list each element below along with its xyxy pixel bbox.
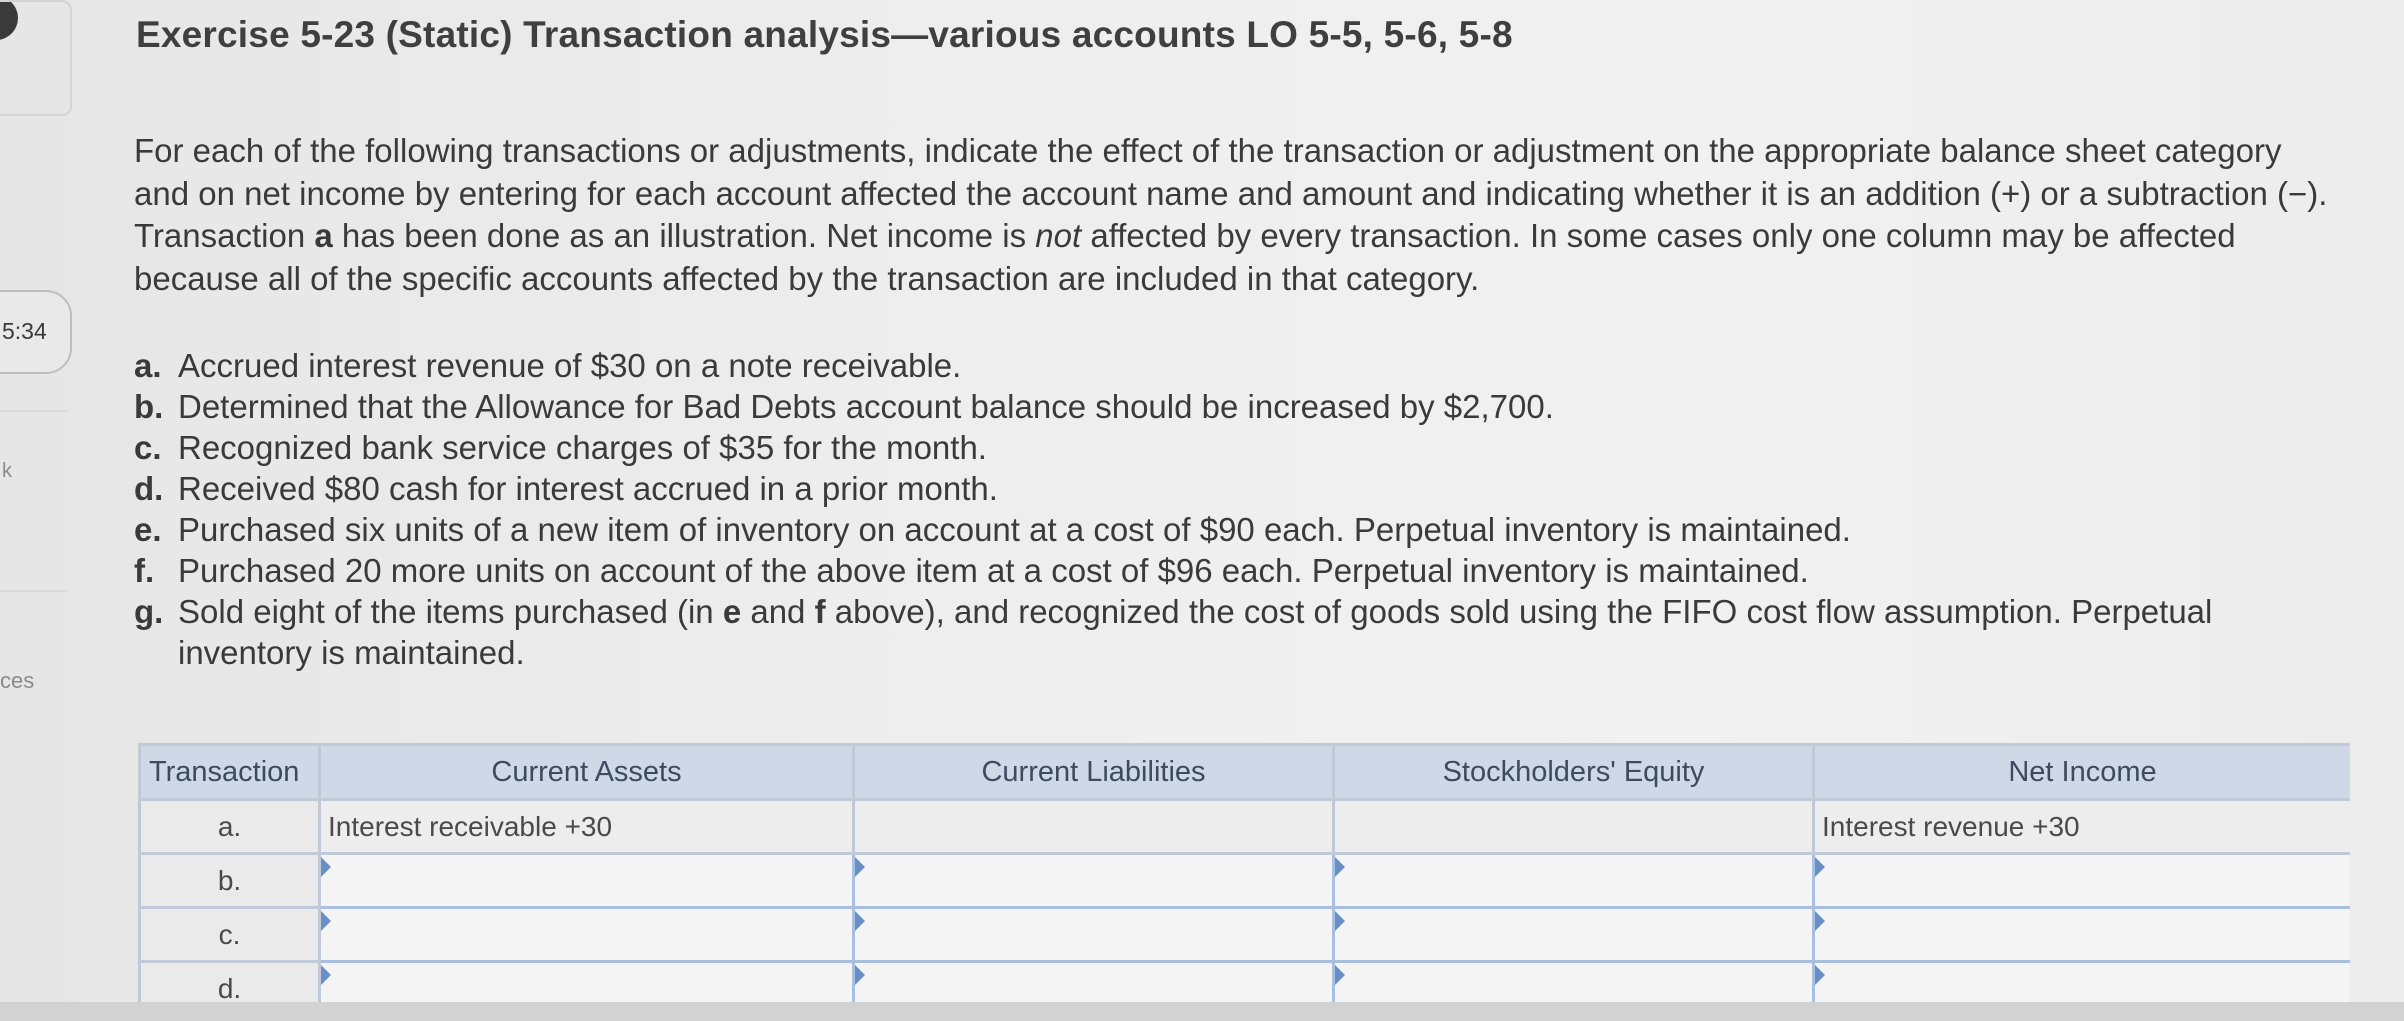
left-rail bbox=[0, 0, 70, 1002]
item-text: Recognized bank service charges of $35 for the month. bbox=[178, 429, 987, 466]
item-text: Determined that the Allowance for Bad Debts account balance should be increased by $2,700. bbox=[178, 388, 1554, 425]
rail-divider bbox=[0, 410, 68, 412]
item-letter: d. bbox=[134, 470, 164, 507]
instructions bbox=[134, 130, 2344, 300]
table-row bbox=[140, 908, 2351, 962]
item-text: Sold eight of the items purchased (in bbox=[178, 593, 723, 630]
transaction-item-g bbox=[134, 591, 2338, 673]
answer-table-container bbox=[138, 743, 2350, 1002]
dropdown-indicator-icon bbox=[855, 857, 865, 877]
header-transaction: Transaction bbox=[140, 745, 320, 800]
dropdown-indicator-icon bbox=[855, 965, 865, 985]
input-stockholders-equity[interactable] bbox=[1334, 908, 1814, 962]
header-current-assets: Current Assets bbox=[320, 745, 854, 800]
item-letter: f. bbox=[134, 552, 155, 589]
item-text: Accrued interest revenue of $30 on a note receivable. bbox=[178, 347, 962, 384]
input-current-assets[interactable] bbox=[320, 854, 854, 908]
item-text: Received $80 cash for interest accrued in a prior month. bbox=[178, 470, 998, 507]
transaction-item-f bbox=[134, 550, 2334, 591]
header-stockholders-equity: Stockholders' Equity bbox=[1334, 745, 1814, 800]
input-net-income[interactable] bbox=[1814, 962, 2351, 1003]
instructions-text: has been done as an illustration. Net income is bbox=[332, 217, 1036, 254]
transaction-list bbox=[134, 345, 2334, 673]
dropdown-indicator-icon bbox=[321, 857, 331, 877]
dropdown-indicator-icon bbox=[1335, 911, 1345, 931]
table-header-row bbox=[140, 745, 2351, 800]
cell-net-income: Interest revenue +30 bbox=[1814, 800, 2351, 854]
input-current-liabilities[interactable] bbox=[854, 854, 1334, 908]
item-bold-e: e bbox=[722, 593, 742, 630]
input-net-income[interactable] bbox=[1814, 854, 2351, 908]
rail-ces-label: ces bbox=[0, 668, 35, 693]
rail-divider bbox=[0, 590, 68, 592]
transaction-item-e bbox=[134, 509, 2334, 550]
item-text: Purchased six units of a new item of inventory on account at a cost of $90 each. Perpetual inventory is maintained. bbox=[178, 511, 1851, 548]
item-letter: g. bbox=[134, 593, 164, 630]
timer-pill bbox=[0, 290, 72, 374]
row-label: a. bbox=[140, 800, 320, 854]
input-net-income[interactable] bbox=[1814, 908, 2351, 962]
dropdown-indicator-icon bbox=[321, 965, 331, 985]
input-stockholders-equity[interactable] bbox=[1334, 854, 1814, 908]
input-current-liabilities[interactable] bbox=[854, 962, 1334, 1003]
item-letter: b. bbox=[134, 388, 164, 425]
header-current-liabilities: Current Liabilities bbox=[854, 745, 1334, 800]
rail-panel bbox=[0, 0, 72, 116]
item-text: Purchased 20 more units on account of the above item at a cost of $96 each. Perpetual inventory is maintained. bbox=[178, 552, 1809, 589]
input-stockholders-equity[interactable] bbox=[1334, 962, 1814, 1003]
row-label: d. bbox=[140, 962, 320, 1003]
cell-current-assets: Interest receivable +30 bbox=[320, 800, 854, 854]
header-net-income: Net Income bbox=[1814, 745, 2351, 800]
dropdown-indicator-icon bbox=[1335, 965, 1345, 985]
item-bold-f: f bbox=[814, 593, 826, 630]
transaction-item-c bbox=[134, 427, 2334, 468]
answer-table bbox=[138, 743, 2350, 1002]
bottom-edge bbox=[0, 1002, 2404, 1021]
item-text: above), and recognized the cost of goods sold using the FIFO cost flow assumption. Perpetual inventory is maintained. bbox=[178, 593, 2213, 671]
dropdown-indicator-icon bbox=[1815, 965, 1825, 985]
exercise-title: Exercise 5-23 (Static) Transaction analysis—various accounts LO 5-5, 5-6, 5-8 bbox=[136, 14, 1513, 55]
instructions-italic-not: not bbox=[1035, 217, 1082, 254]
item-letter: e. bbox=[134, 511, 162, 548]
dropdown-indicator-icon bbox=[1815, 911, 1825, 931]
dropdown-indicator-icon bbox=[1815, 857, 1825, 877]
dropdown-indicator-icon bbox=[855, 911, 865, 931]
item-letter: c. bbox=[134, 429, 162, 466]
row-label: b. bbox=[140, 854, 320, 908]
table-row bbox=[140, 962, 2351, 1003]
dropdown-indicator-icon bbox=[1335, 857, 1345, 877]
transaction-item-a bbox=[134, 345, 2334, 386]
instructions-text: For each of the following transactions or adjustments, indicate the effect of the transaction or adjustment on the appropriate balance sheet category and on net income by entering for each account affected the account name and amount and indicating whether it is an addition (+) or a subtraction (−). Transaction bbox=[134, 132, 2328, 254]
cell-stockholders-equity bbox=[1334, 800, 1814, 854]
cell-current-liabilities bbox=[854, 800, 1334, 854]
row-label: c. bbox=[140, 908, 320, 962]
transaction-item-d bbox=[134, 468, 2334, 509]
input-current-assets[interactable] bbox=[320, 962, 854, 1003]
rail-k-label: k bbox=[2, 460, 12, 482]
input-current-assets[interactable] bbox=[320, 908, 854, 962]
item-text: and bbox=[741, 593, 815, 630]
transaction-item-b bbox=[134, 386, 2334, 427]
table-row bbox=[140, 854, 2351, 908]
table-row bbox=[140, 800, 2351, 854]
timer-label: 5:34 bbox=[2, 318, 47, 344]
dropdown-indicator-icon bbox=[321, 911, 331, 931]
instructions-text: affected by every transaction. In some cases only one column may be affected because all of the specific accounts affected by the transaction are included in that category. bbox=[134, 217, 2236, 297]
input-current-liabilities[interactable] bbox=[854, 908, 1334, 962]
instructions-bold-a: a bbox=[314, 217, 333, 254]
item-letter: a. bbox=[134, 347, 162, 384]
